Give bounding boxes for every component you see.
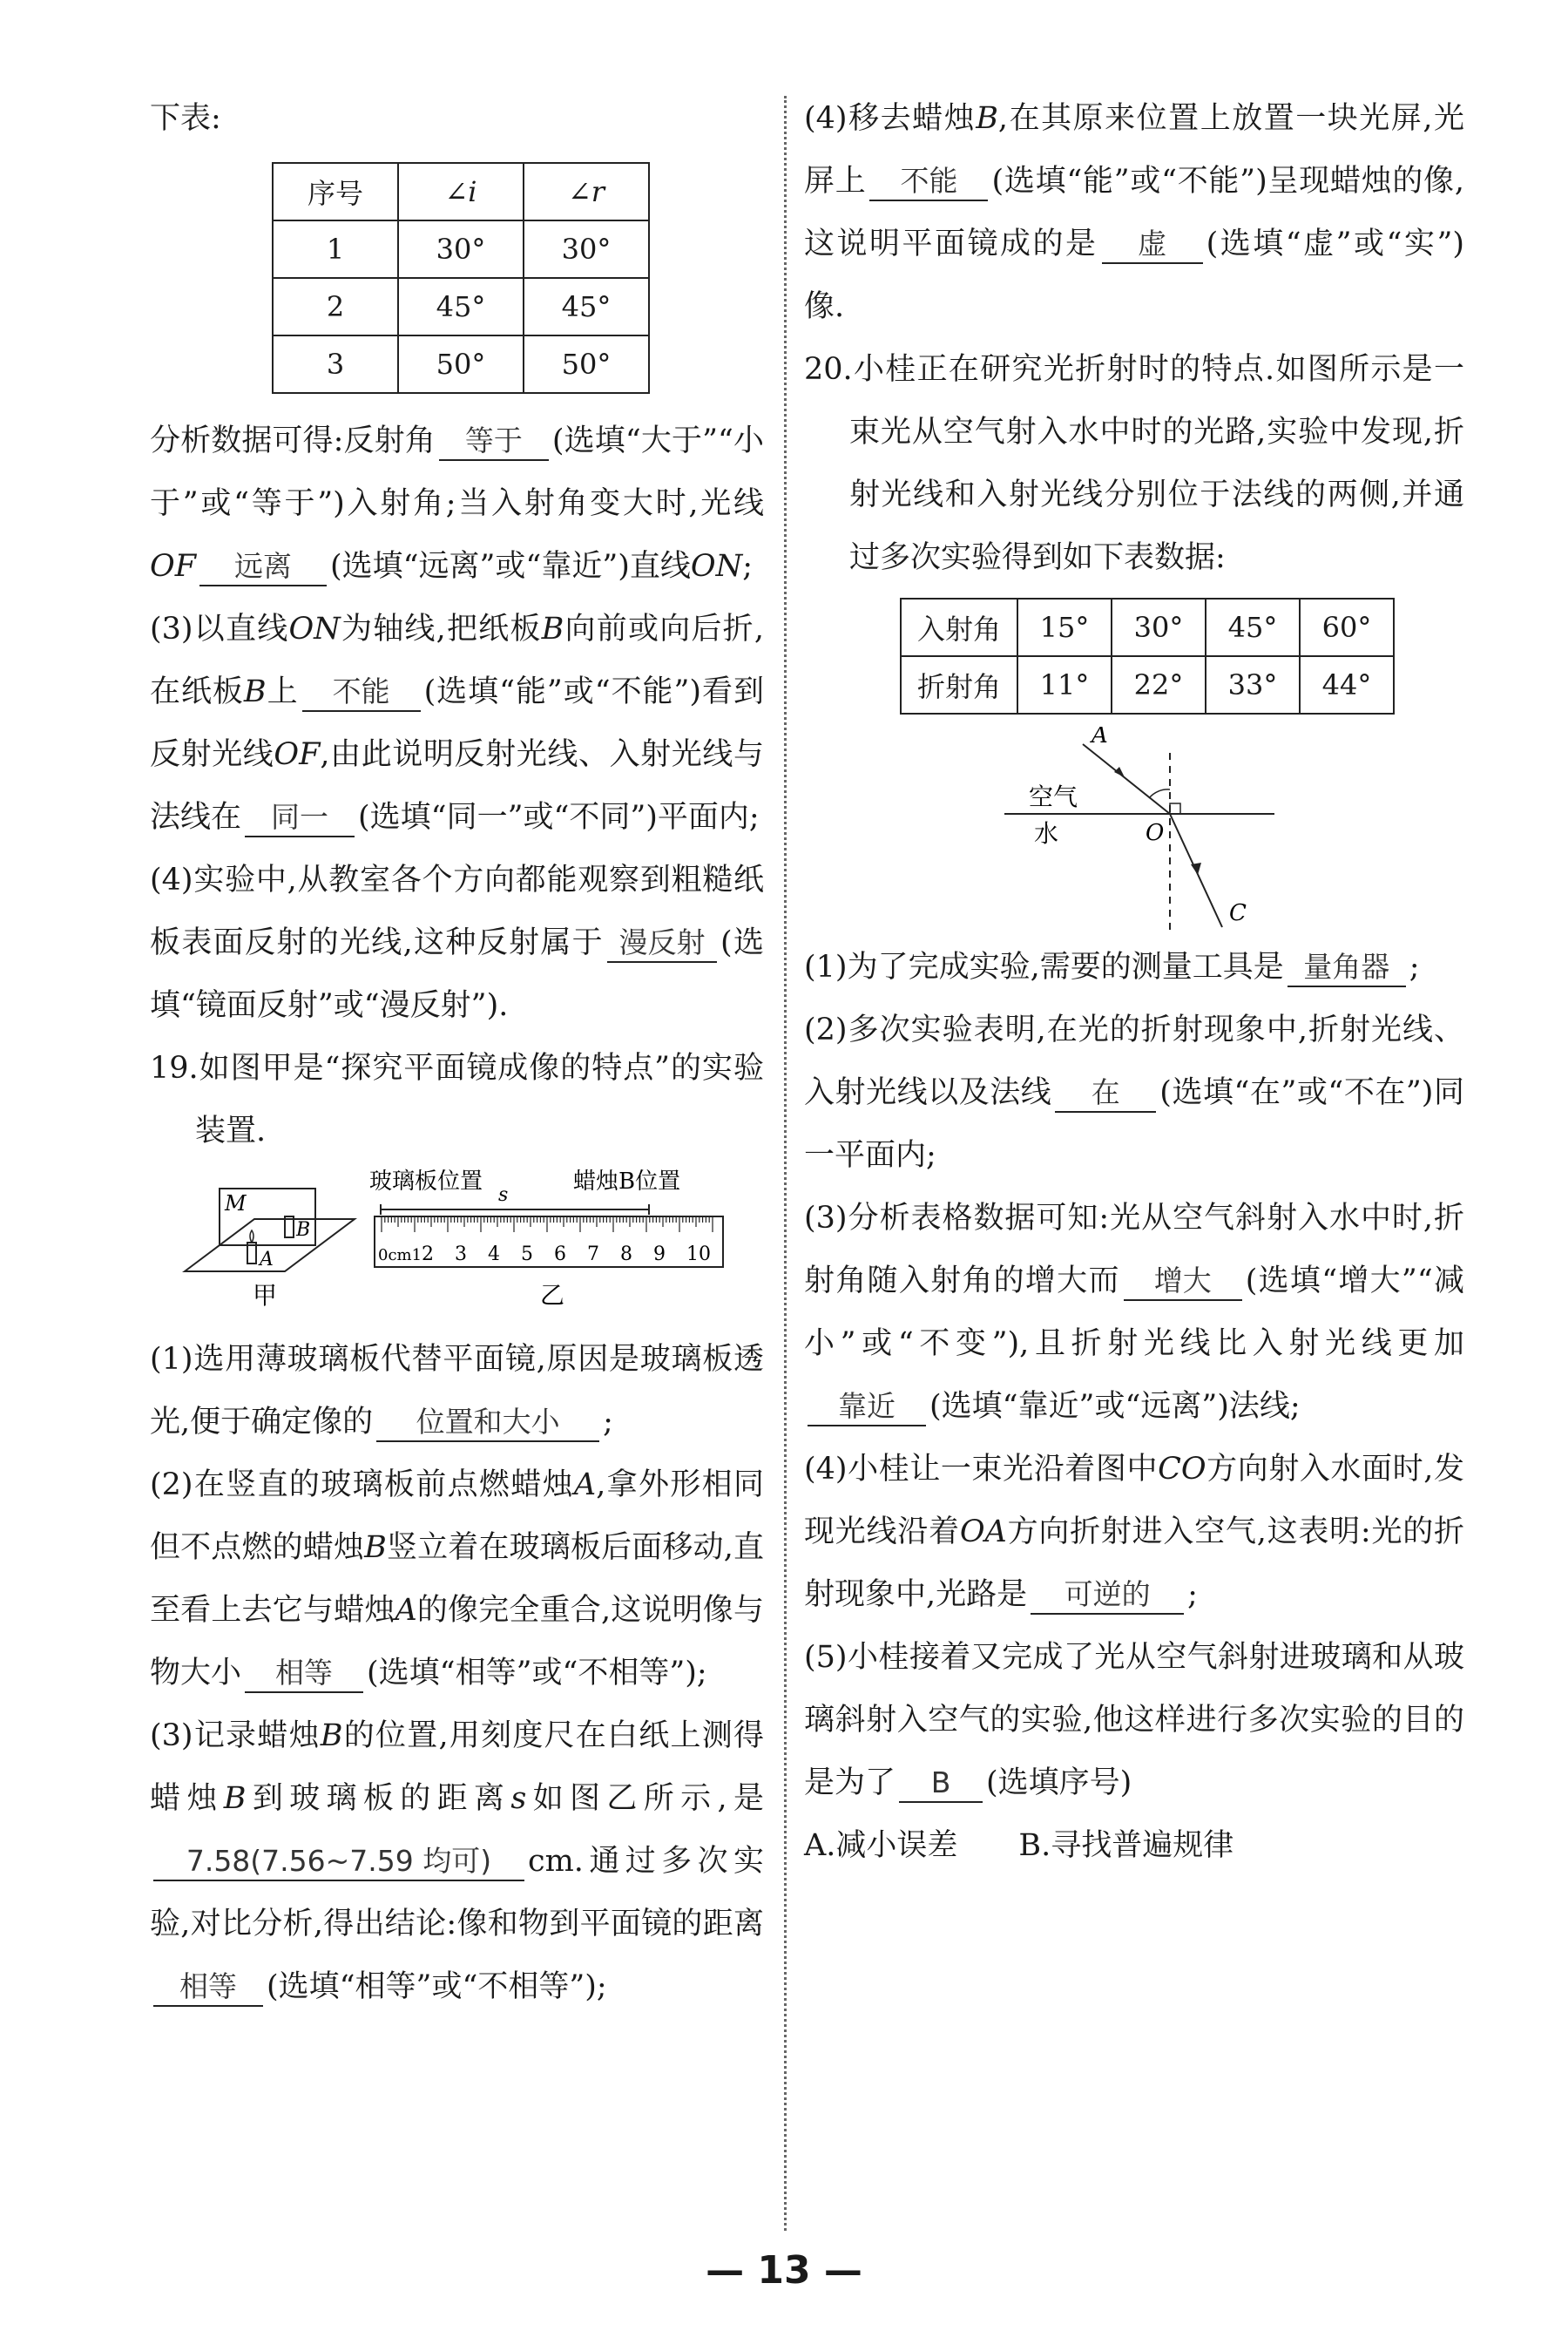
text: ; [1187, 1577, 1198, 1612]
answer-blank: 可逆的 [1031, 1576, 1184, 1615]
text: (选填“镜面反射”或“漫反射”). [150, 925, 764, 1023]
text: (3)记录蜡烛 [150, 1718, 321, 1753]
table-cell: 60° [1300, 599, 1394, 656]
incident-ray [1083, 744, 1170, 814]
ruler-number: 7 [587, 1243, 599, 1265]
label-s: s [498, 1184, 509, 1206]
text: 如图甲是“探究平面镜成像的特点”的实验装置. [195, 1051, 764, 1148]
table-cell: 50° [524, 335, 649, 393]
text: (选填“远离”或“靠近”)直线 [329, 549, 691, 584]
angle-arc [1149, 789, 1170, 798]
answer-blank: 等于 [439, 423, 549, 461]
text: (3)分析表格数据可知:光从空气斜射入水中时,折射角随入射角的增大而 [804, 1201, 1464, 1298]
question-20-1 [804, 936, 1464, 999]
table-cell: 30° [1112, 599, 1206, 656]
question-number: 20. [804, 352, 853, 387]
candle-b-position-label: 蜡烛B位置 [573, 1169, 681, 1195]
answer-blank: 相等 [245, 1655, 363, 1693]
symbol: ON [690, 549, 743, 584]
arrow-icon [1191, 863, 1201, 875]
answer-blank: 虚 [1102, 226, 1203, 264]
label-a: A [1092, 727, 1108, 749]
answer-blank: 增大 [1124, 1263, 1242, 1301]
right-column [804, 87, 1464, 1877]
text: (选填“虚”或“实”)像. [804, 227, 1464, 324]
answer-options [804, 1814, 1464, 1877]
table-cell: 44° [1300, 656, 1394, 714]
ruler-ticks [382, 1216, 713, 1232]
question-20-5 [804, 1626, 1464, 1814]
answer-blank: 相等 [153, 1968, 263, 2007]
label-m: M [225, 1191, 247, 1216]
answer-blank: 量角器 [1288, 949, 1406, 987]
text: 小桂正在研究光折射时的特点.如图所示是一束光从空气射入水中时的光路,实验中发现,折射光线和入射光线分别位于法线的两侧,并通过多次实验得到如下表数据: [849, 352, 1464, 575]
ruler-number: 5 [521, 1243, 533, 1265]
label-a: A [260, 1249, 274, 1270]
text: 的像完全重合,这说明像与物大小 [150, 1593, 764, 1690]
text: (选填序号) [986, 1765, 1132, 1800]
option-a: A.减小误差 [804, 1828, 958, 1863]
answer-blank: 不能 [302, 674, 421, 712]
label-air: 空气 [1029, 783, 1078, 811]
text: 竖立着在玻璃板后面移动,直至看上去它与蜡烛 [150, 1530, 764, 1628]
table-header-cell: 折射角 [901, 656, 1017, 714]
text: (选填“在”或“不在”)同一平面内; [804, 1075, 1464, 1173]
symbol: A [395, 1593, 417, 1628]
text: 方向射入水面时,发现光线沿着 [804, 1452, 1464, 1549]
table-cell: 2 [273, 278, 398, 335]
table-cell: 3 [273, 335, 398, 393]
table-cell: 45° [1206, 599, 1300, 656]
symbol: s [510, 1781, 527, 1816]
table-cell: 22° [1112, 656, 1206, 714]
table-intro: 下表: [150, 101, 221, 136]
symbol: B [364, 1530, 387, 1565]
refraction-figure [804, 727, 1464, 936]
ruler-number: 0cm1 [378, 1246, 422, 1264]
text: (选填“大于”“小于”或“等于”)入射角;当入射角变大时,光线 [150, 423, 764, 521]
table-row [901, 599, 1394, 656]
right-angle-mark [1170, 803, 1180, 814]
table-header-cell: 入射角 [901, 599, 1017, 656]
ruler-number: 9 [653, 1243, 666, 1265]
text: (4)移去蜡烛 [804, 101, 977, 136]
table-row [273, 278, 649, 335]
table-header-row [273, 163, 649, 220]
table-cell: 45° [524, 278, 649, 335]
table-row [273, 220, 649, 278]
symbol: OA [959, 1514, 1007, 1549]
text: (2)在竖直的玻璃板前点燃蜡烛 [150, 1467, 574, 1502]
symbol: B [320, 1718, 343, 1753]
text: ; [742, 549, 753, 584]
answer-blank: 远离 [199, 548, 327, 586]
table-cell: 50° [398, 335, 524, 393]
table-row [901, 656, 1394, 714]
table-cell: 30° [398, 220, 524, 278]
symbol: B [223, 1781, 247, 1816]
label-jia: 甲 [253, 1281, 278, 1310]
text: (5)小桂接着又完成了光从空气斜射进玻璃和从玻璃斜射入空气的实验,他这样进行多次实验的目的是为了 [804, 1640, 1464, 1800]
symbol: A [573, 1467, 597, 1502]
text: (1)选用薄玻璃板代替平面镜,原因是玻璃板透光,便于确定像的 [150, 1342, 764, 1440]
text: (2)多次实验表明,在光的折射现象中,折射光线、入射光线以及法线 [804, 1013, 1464, 1110]
option-b: B.寻找普遍规律 [1018, 1828, 1234, 1863]
symbol: B [243, 674, 267, 709]
table-header-cell: ∠i [398, 163, 524, 220]
page-number: — 13 — [706, 2248, 862, 2293]
text: 分析数据可得:反射角 [150, 423, 436, 458]
text: 为轴线,把纸板 [340, 612, 542, 647]
symbol: B [541, 612, 564, 647]
arrow-icon [1114, 767, 1125, 777]
text: (1)为了完成实验,需要的测量工具是 [804, 950, 1284, 985]
question-18-3 [150, 598, 764, 849]
symbol: OF [150, 549, 196, 584]
question-20-2 [804, 999, 1464, 1187]
label-c: C [1229, 900, 1247, 926]
text: (选填“相等”或“不相等”); [267, 1969, 607, 2004]
label-yi: 乙 [540, 1281, 565, 1310]
text: ; [603, 1405, 613, 1440]
text: (4)实验中,从教室各个方向都能观察到粗糙纸板表面反射的光线,这种反射属于 [150, 863, 764, 960]
text: ; [1409, 950, 1420, 985]
answer-blank: 不能 [869, 163, 988, 201]
flame-icon [250, 1230, 253, 1243]
answer-blank: 漫反射 [607, 925, 717, 963]
glass-position-label: 玻璃板位置 [369, 1169, 483, 1195]
text: (选填“能”或“不能”)看到反射光线 [150, 674, 764, 772]
table-cell: 45° [398, 278, 524, 335]
table-header-cell: ∠r [524, 163, 649, 220]
text: (选填“增大”“减小”或“不变”),且折射光线比入射光线更加 [804, 1264, 1464, 1361]
text: (选填“同一”或“不同”)平面内; [358, 800, 760, 835]
question-19-stem [150, 1037, 764, 1162]
question-19-1 [150, 1328, 764, 1453]
answer-blank: 在 [1055, 1074, 1156, 1113]
question-number: 19. [150, 1051, 199, 1086]
text: (选填“靠近”或“远离”)法线; [929, 1389, 1301, 1424]
answer-blank: 靠近 [808, 1388, 926, 1426]
ruler-number: 10 [686, 1243, 711, 1265]
text: 上 [266, 674, 299, 709]
label-o: O [1146, 820, 1165, 846]
symbol: B [976, 101, 998, 136]
symbol: OF [274, 737, 321, 772]
question-20-stem [804, 338, 1464, 589]
text: (4)小桂让一束光沿着图中 [804, 1452, 1159, 1487]
question-19-4 [804, 87, 1464, 338]
label-b: B [296, 1219, 311, 1241]
table-cell: 1 [273, 220, 398, 278]
answer-blank: 位置和大小 [376, 1404, 599, 1442]
left-column [150, 87, 764, 2018]
table-cell: 15° [1017, 599, 1112, 656]
text: ,在其原来位置上放置一块光屏,光屏上 [804, 101, 1464, 199]
text: 到玻璃板的距离 [246, 1781, 511, 1816]
text: ,由此说明反射光线、入射光线与法线在 [150, 737, 764, 835]
ruler-number: 4 [488, 1243, 500, 1265]
text: 的位置,用刻度尺在白纸上测得蜡烛 [150, 1718, 764, 1816]
table-cell: 11° [1017, 656, 1112, 714]
table-cell: 30° [524, 220, 649, 278]
text: (选填“相等”或“不相等”); [367, 1656, 707, 1690]
ruler-number: 3 [455, 1243, 467, 1265]
answer-blank: 7.58(7.56~7.59 均可) [153, 1843, 524, 1881]
text: 方向折射进入空气,这表明:光的折射现象中,光路是 [804, 1514, 1464, 1612]
text: ,拿外形相同但不点燃的蜡烛 [150, 1467, 764, 1565]
ruler-number: 6 [554, 1243, 566, 1265]
table-cell: 33° [1206, 656, 1300, 714]
reflection-table [272, 162, 650, 394]
column-divider [784, 96, 787, 2231]
table-row [273, 335, 649, 393]
symbol: ON [288, 612, 341, 647]
question-19-3 [150, 1704, 764, 2018]
mirror-experiment-figure [150, 1162, 764, 1328]
answer-blank: B [899, 1765, 983, 1803]
question-20-4 [804, 1438, 1464, 1626]
text: 如图乙所示,是 [526, 1781, 764, 1816]
ruler-number: 2 [422, 1243, 434, 1265]
answer-blank: 同一 [245, 799, 355, 837]
text: 向前或向后折,在纸板 [150, 612, 764, 709]
analysis-paragraph [150, 410, 764, 598]
question-20-3 [804, 1187, 1464, 1438]
text: (选填“能”或“不能”)呈现蜡烛的像,这说明平面镜成的是 [804, 164, 1464, 261]
question-18-4 [150, 849, 764, 1037]
text: cm.通过多次实验,对比分析,得出结论:像和物到平面镜的距离 [150, 1844, 764, 1941]
text: (3)以直线 [150, 612, 289, 647]
question-19-2 [150, 1453, 764, 1704]
table-header-cell: 序号 [273, 163, 398, 220]
symbol: CO [1158, 1452, 1206, 1487]
label-water: 水 [1034, 819, 1059, 848]
refraction-table [900, 598, 1395, 715]
ruler-number: 8 [620, 1243, 632, 1265]
